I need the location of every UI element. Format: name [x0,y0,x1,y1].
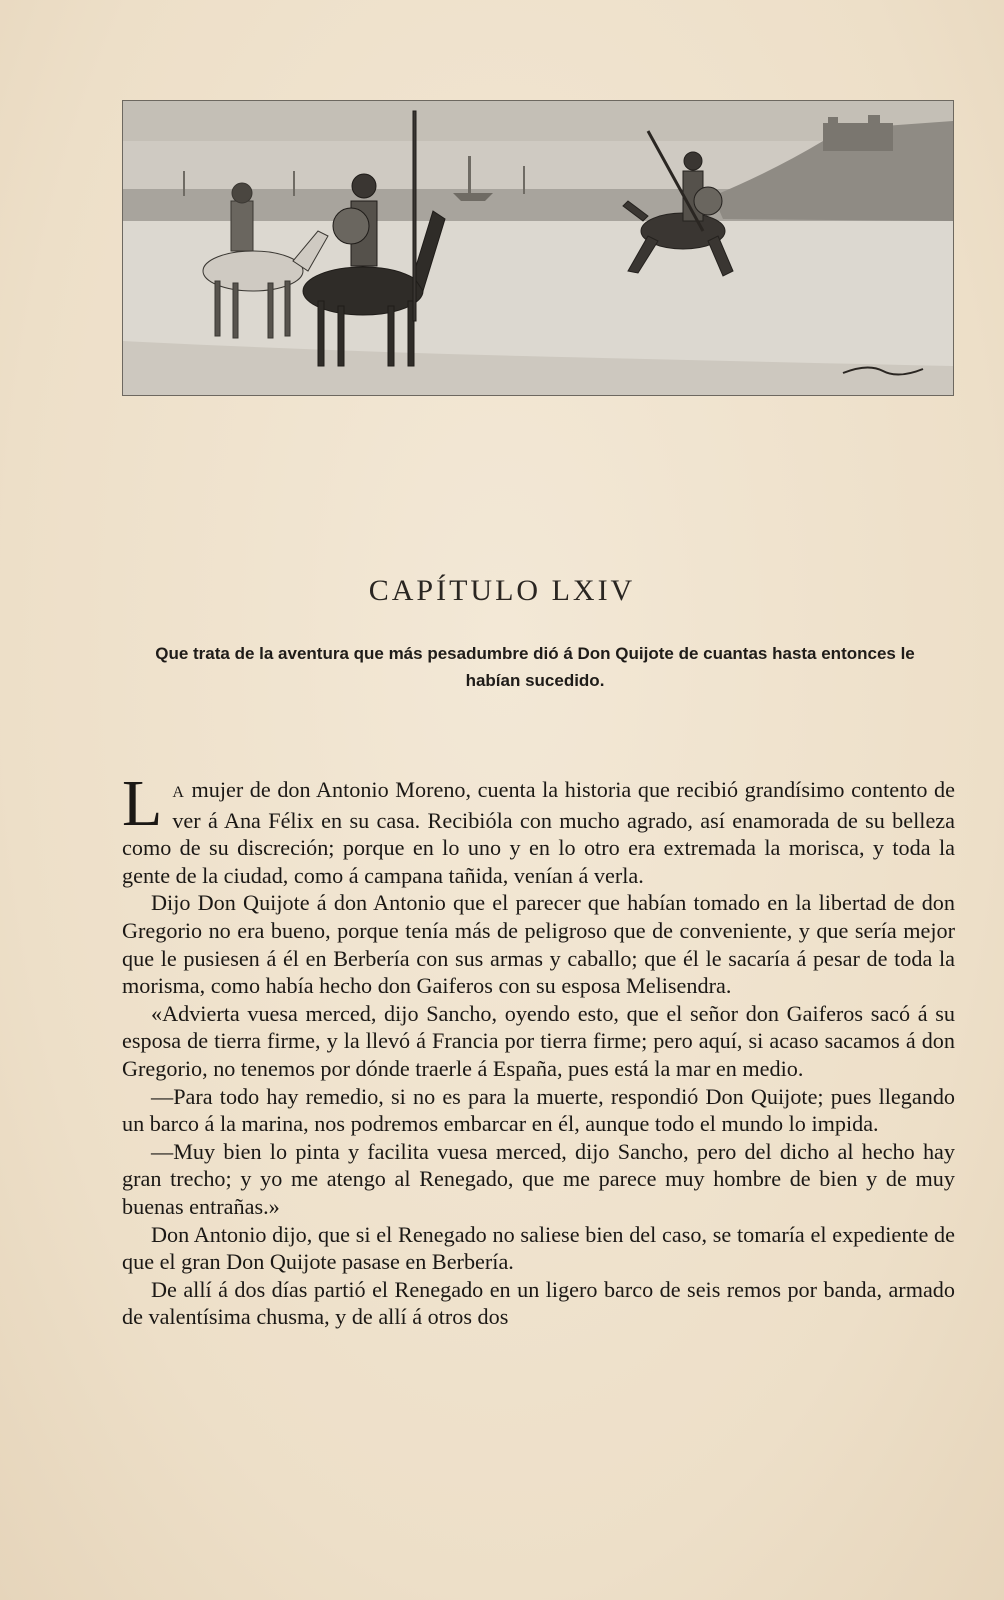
chapter-subtitle: Que trata de la aventura que más pesadumbre dió á Don Quijote de cuantas hasta entonces le habían sucedido. [155,644,915,690]
chapter-title: CAPÍTULO LXIV [368,574,636,607]
paragraph-2: Dijo Don Quijote á don Antonio que el parecer que habían tomado en la libertad de don Gregorio no era bueno, porque tenía más de peligroso que de conveniente, y que sería mejor que le pusiesen á él en Berbería con sus armas y caballo; que él le sacaría á pesar de toda la morisma, como había hecho don Gaiferos con su esposa Melisendra. [122,890,955,999]
paragraph-5: —Muy bien lo pinta y facilita vuesa merced, dijo Sancho, pero del dicho al hecho hay gran trecho; y yo me atengo al Renegado, que me parece muy hombre de bien y de muy buenas entrañas.» [122,1138,955,1219]
chapter-illustration [122,100,954,396]
paragraph-1 [122,767,955,889]
engraving-illustration-icon [123,101,953,395]
paragraph-4: —Para todo hay remedio, si no es para la muerte, respondió Don Quijote; pues llegando un barco á la marina, nos podremos embarcar en él, aunque todo el mundo lo impida. [122,1083,955,1137]
paragraph-3: «Advierta vuesa merced, dijo Sancho, oyendo esto, que el señor don Gaiferos sacó á su esposa de tierra firme, y la llevó á Francia por tierra firme; pero aquí, si acaso sacamos á don Gregorio, no tenemos por dónde traerle á España, pues está la mar en medio. [122,1000,955,1081]
paragraph-7: De allí á dos días partió el Renegado en un ligero barco de seis remos por banda, armado de valentísima chusma, y de allí á otros dos [122,1276,955,1330]
paragraph-6: Don Antonio dijo, que si el Renegado no saliese bien del caso, se tomaría el expediente de que el gran Don Quijote pasase en Berbería. [122,1221,955,1275]
drop-cap: L [122,767,163,840]
first-word-smallcap: A [172,784,185,801]
paragraph-text: mujer de don Antonio Moreno, cuenta la historia que recibió grandísimo contento de ver á Ana Félix en su casa. Recibióla con mucho agrado, así enamorada de su belleza como de su discreción; porque en lo uno y en lo otro era extremada la morisca, y toda la gente de la ciudad, como á campana tañida, venían á verla. [122,777,955,888]
chapter-body [122,767,955,1331]
